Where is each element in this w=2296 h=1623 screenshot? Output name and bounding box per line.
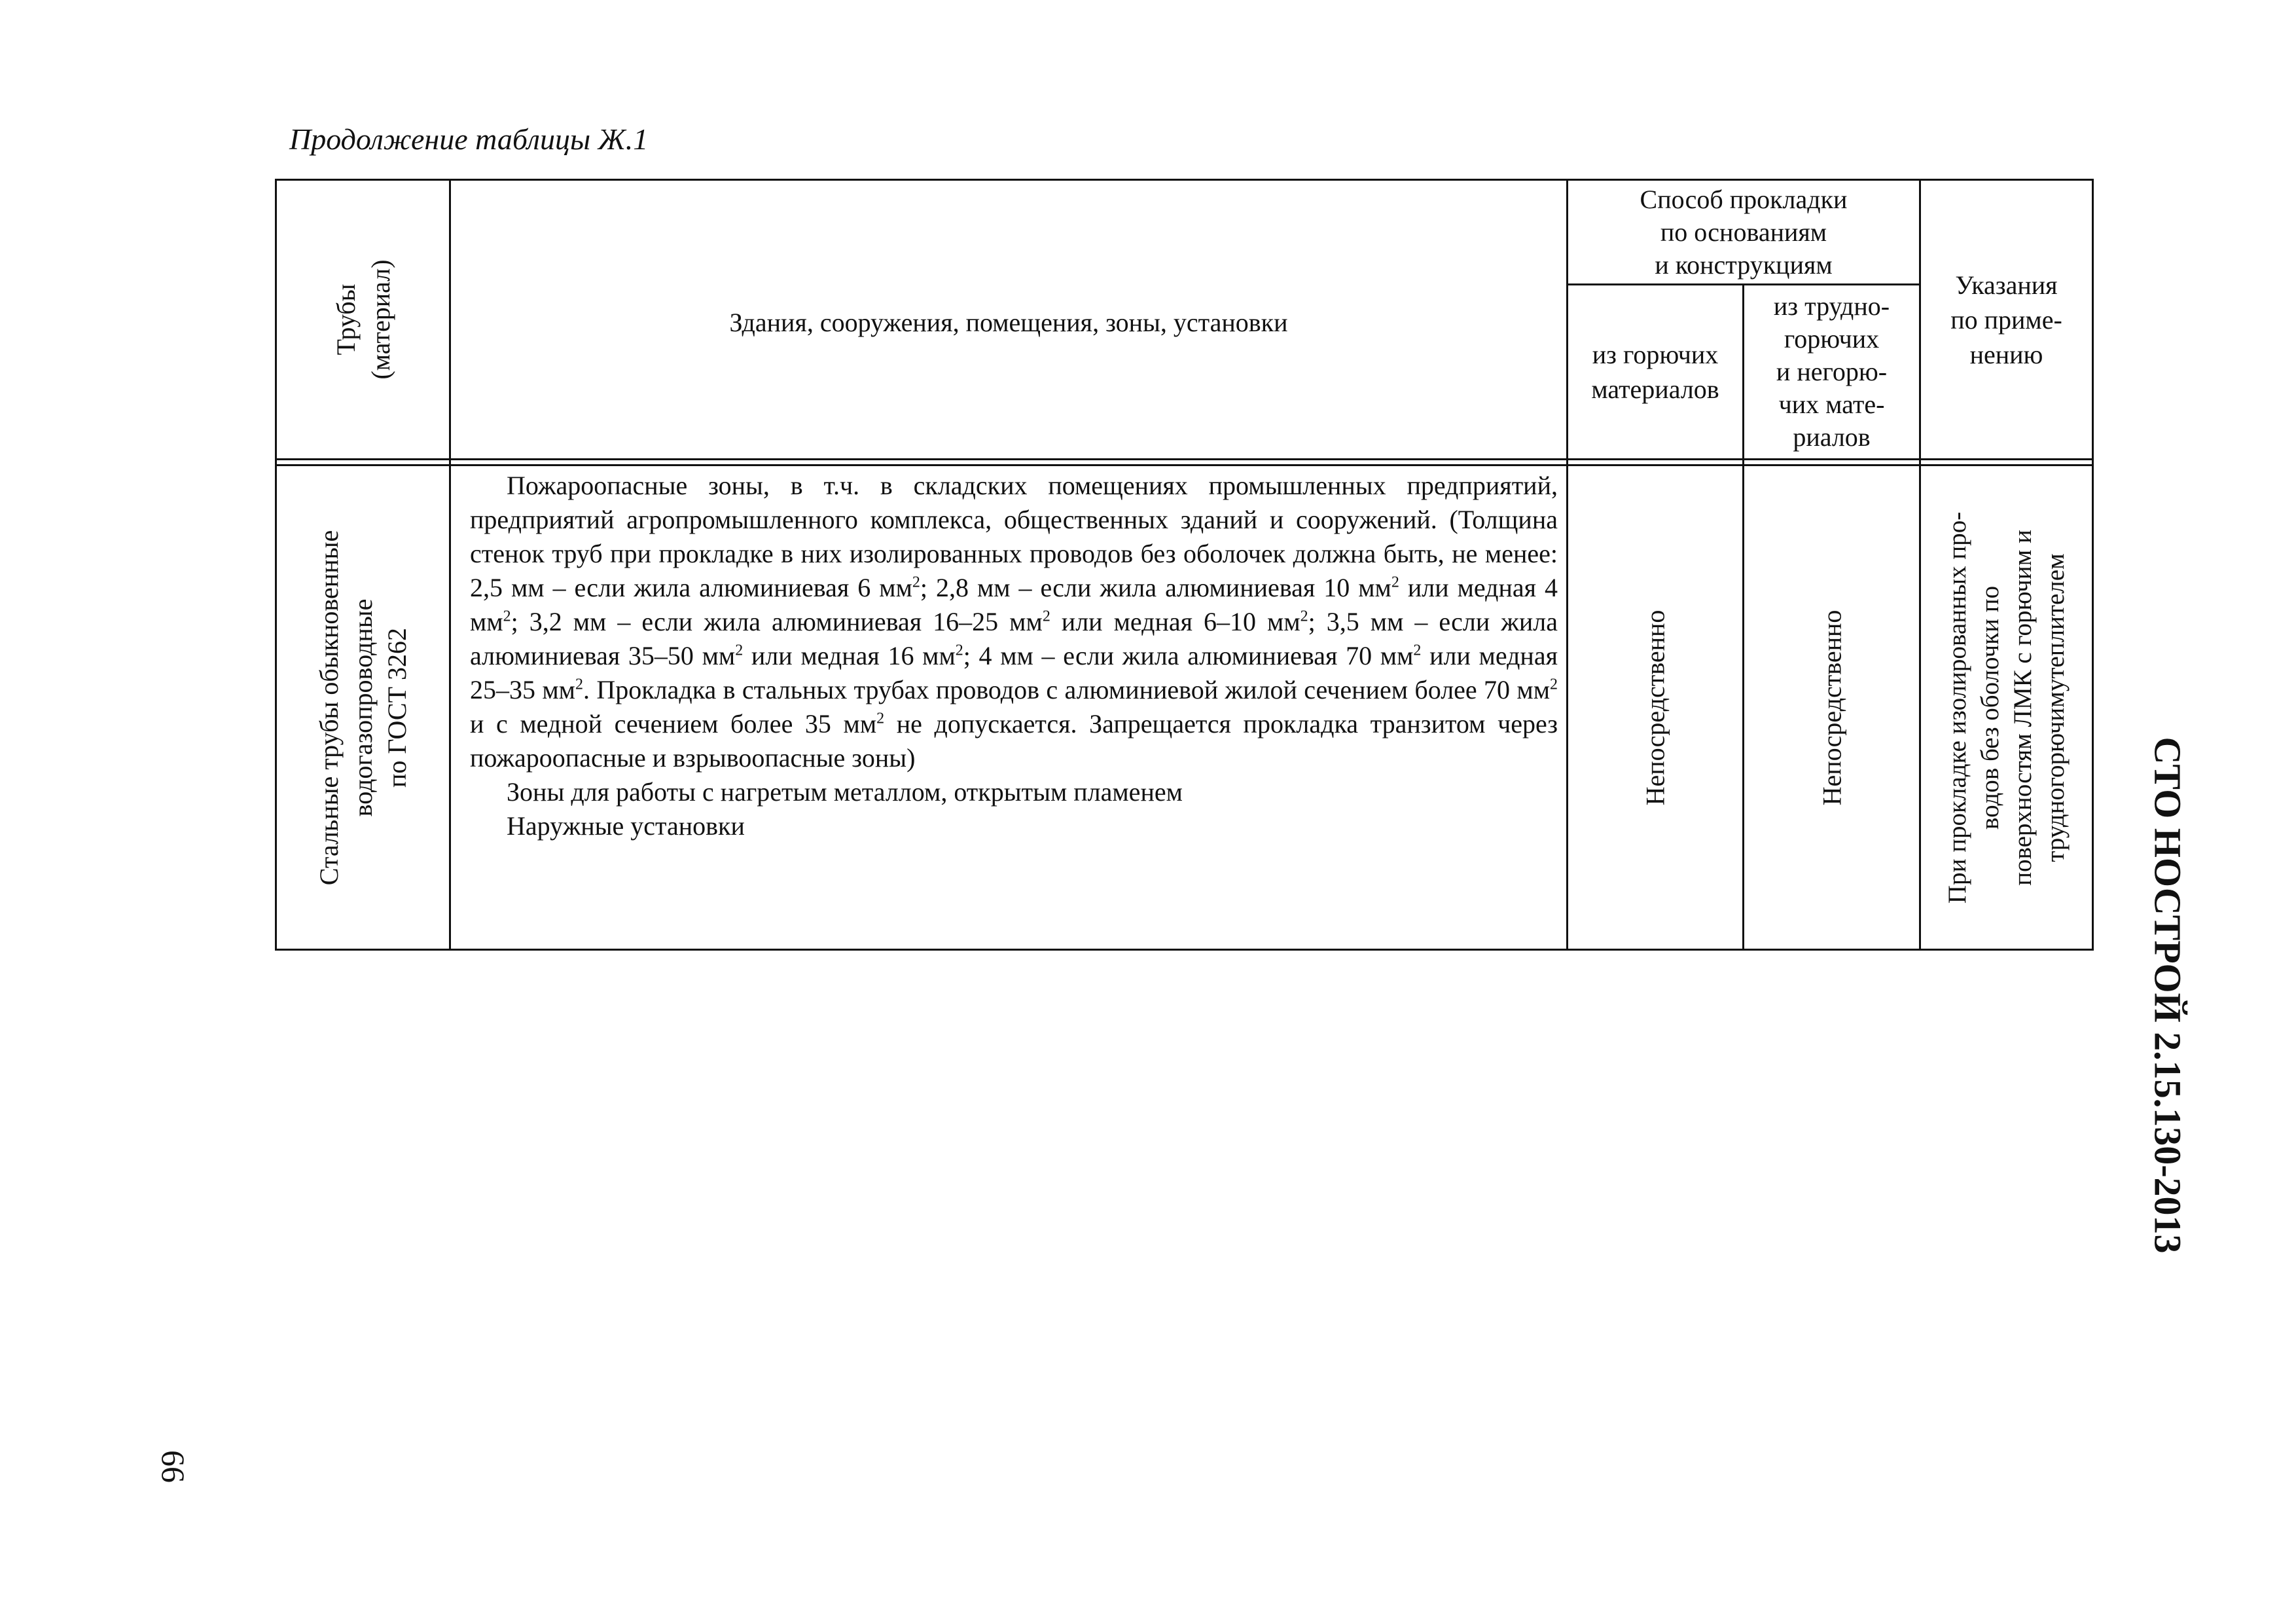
header-method-line2: по основаниям [1660, 217, 1827, 247]
header-buildings [451, 181, 1566, 458]
row-combustible-value: Непосредственно [1640, 610, 1670, 805]
header-combustible [1568, 285, 1742, 458]
header-instructions-line3: нению [1969, 339, 2043, 369]
row-noncombustible-value: Непосредственно [1817, 610, 1846, 805]
row-pipes-line3: по ГОСТ 3262 [382, 627, 412, 788]
page-number: 66 [155, 1450, 192, 1483]
header-buildings-label: Здания, сооружения, помещения, зоны, установки [729, 308, 1288, 337]
header-method-group [1568, 181, 1919, 283]
table-rule [275, 458, 2094, 460]
header-combustible-line1: из горючих [1592, 340, 1719, 369]
header-noncombustible [1744, 285, 1919, 458]
header-instructions [1921, 181, 2092, 458]
header-pipes [277, 181, 449, 458]
row-pipes [277, 466, 449, 949]
row-pipes-line2: водогазопроводные [348, 598, 378, 816]
table-caption: Продолжение таблицы Ж.1 [289, 122, 649, 156]
header-pipes-line1: Трубы [331, 283, 361, 356]
document-code: СТО НОСТРОЙ 2.15.130-2013 [2146, 737, 2189, 1254]
header-noncombustible-line2: горючих [1784, 324, 1880, 354]
header-noncombustible-line1: из трудно- [1773, 291, 1890, 321]
row-instructions-line2: водов без оболочки по [1975, 585, 2004, 830]
header-noncombustible-line3: и негорю- [1776, 357, 1888, 386]
row-buildings-text [470, 469, 1558, 843]
header-instructions-line1: Указания [1955, 270, 2058, 300]
row-combustible [1568, 466, 1742, 949]
header-pipes-line2: (материал) [365, 259, 395, 380]
row-text-main: Пожароопасные зоны, в т.ч. в складских помещениях промышленных предприятий, предприятий агропромышленного комплекса, общественных зданий и сооружений. (Толщина стенок труб при прокладке в них изолированных проводов без оболочек должна быть, не менее: 2,5 мм – если жила алюминиевая 6 $мм^2$; 2,8 мм – если жила алюминиевая 10 $мм^2$ или медная 4 $мм^2$; 3,2 мм – если жила алюминиевая 16–25 $мм^2$ или медная 6–10 $мм^2$; 3,5 мм – если жила алюминиевая 35–50 $мм^2$ или медная 16 $мм^2$; 4 мм – если жила алюминиевая 70 $мм^2$ или медная 25–35 $мм^2$. Прокладка в стальных трубах проводов с алюминиевой жилой сечением более 70 $мм^2$ и с медной сечением более 35 $мм^2$ не допускается. Запрещается прокладка транзитом через пожароопасные и взрывоопасные зоны) [470, 471, 1558, 773]
header-method-line1: Способ прокладки [1640, 184, 1848, 214]
row-instructions-line3: поверхностям ЛМК с горючим и [2008, 529, 2037, 886]
header-noncombustible-line4: чих мате- [1778, 390, 1885, 419]
row-pipes-line1: Стальные трубы обыкновенные [314, 530, 344, 885]
header-combustible-line2: материалов [1591, 374, 1719, 404]
header-method-line3: и конструкциям [1655, 249, 1833, 280]
row-instructions-line1: При прокладке изолированных про- [1943, 511, 1971, 903]
row-instructions-line4: трудногорючимутеплителем [2041, 553, 2070, 862]
row-text-zones: Зоны для работы с нагретым металлом, открытым пламенем [507, 777, 1183, 807]
row-text-outdoor: Наружные установки [507, 811, 745, 841]
row-instructions [1921, 466, 2092, 949]
header-instructions-line2: по приме- [1950, 304, 2062, 335]
row-noncombustible [1744, 466, 1919, 949]
header-noncombustible-line5: риалов [1793, 422, 1871, 452]
